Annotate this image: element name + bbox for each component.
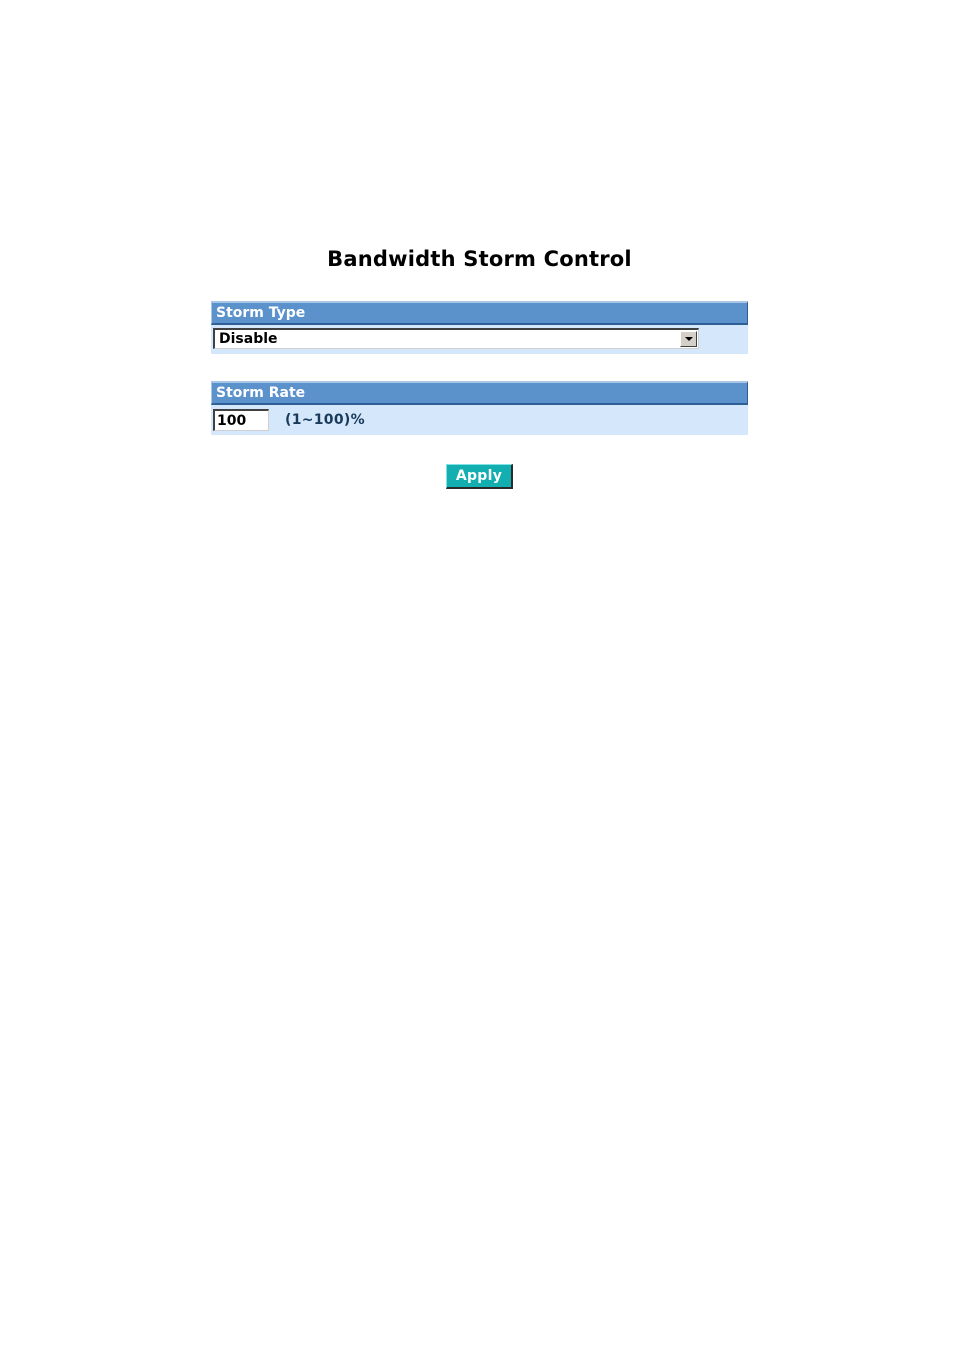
storm-rate-range-label: (1~100)% — [285, 412, 365, 428]
storm-type-body — [211, 325, 748, 354]
apply-button[interactable]: Apply — [446, 464, 513, 489]
storm-type-select[interactable] — [213, 328, 699, 349]
chevron-down-icon[interactable] — [680, 331, 697, 347]
storm-rate-section — [211, 381, 748, 435]
storm-rate-body — [211, 405, 748, 435]
storm-type-header: Storm Type — [211, 301, 748, 325]
storm-rate-header: Storm Rate — [211, 381, 748, 405]
storm-type-selected-value: Disable — [219, 331, 278, 347]
page-title: Bandwidth Storm Control — [327, 247, 632, 271]
storm-type-section — [211, 301, 748, 354]
storm-rate-input[interactable] — [213, 409, 269, 431]
